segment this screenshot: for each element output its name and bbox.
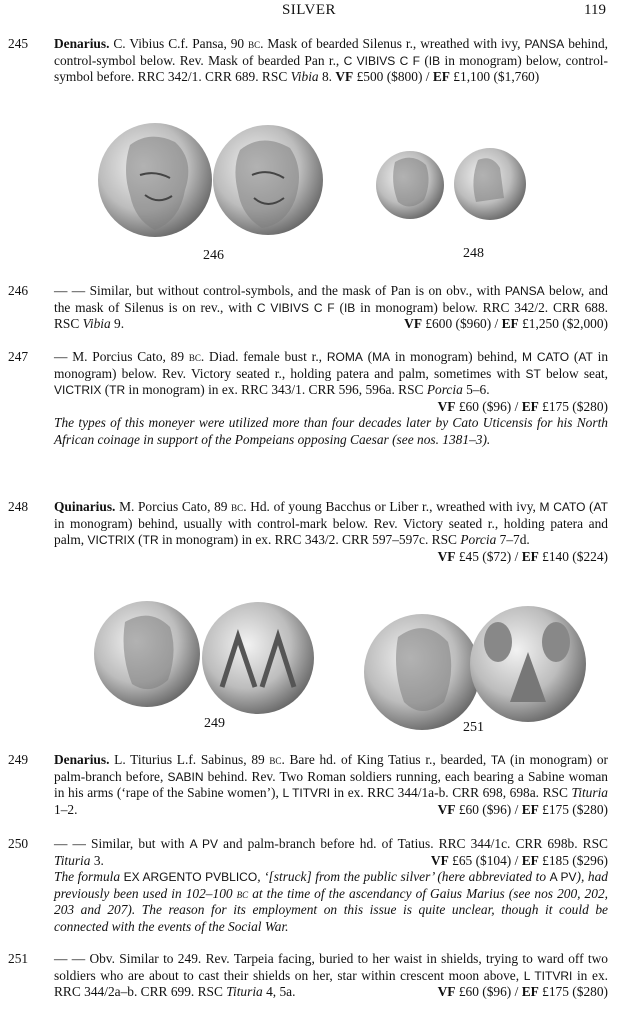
coin-248-reverse <box>454 148 526 220</box>
legend: VICTRIX <box>54 383 102 398</box>
coin-249-reverse <box>202 602 314 714</box>
entry-number: 251 <box>8 951 29 966</box>
era: bc <box>236 885 249 901</box>
grade: VF <box>437 548 456 564</box>
page-number: 119 <box>584 2 606 18</box>
legend: IB <box>428 53 441 68</box>
entry-number: 248 <box>8 499 29 514</box>
plate-caption-249: 249 <box>204 716 225 731</box>
text: — M. Porcius Cato, 89 <box>54 349 189 364</box>
catalog-entry-250 <box>8 836 608 936</box>
note-text: The formula <box>54 869 124 885</box>
price: £185 ($296) <box>538 852 608 868</box>
era: bc <box>248 36 261 51</box>
legend: SABIN <box>167 769 204 784</box>
coin-251-obverse <box>364 614 480 730</box>
text: in monogram) in ex. RRC 343/1. CRR 596, 596a. RSC <box>125 382 427 398</box>
text: below, and the mask of Silenus is on rev., with <box>54 283 608 315</box>
text: behind. Rev. Two Roman soldiers running, each bearing a Sabine woman in his arms (‘rape of the Sabine women’), <box>54 768 609 801</box>
legend: C VIBIVS C F <box>256 300 335 315</box>
entry-text <box>54 283 608 333</box>
text: and palm-branch before hd. of Tatius. RRC 344/1c. CRR 698b. RSC <box>218 836 608 851</box>
note-text: ), had previously been used in 102–100 <box>54 869 608 901</box>
catalog-entry-245 <box>8 36 608 86</box>
legend: A PV <box>549 870 577 885</box>
price: £175 ($280) <box>538 984 608 1000</box>
text: L. Titurius L.f. Sabinus, 89 <box>109 752 270 767</box>
grade: VF <box>404 316 423 332</box>
coin-249-obverse <box>94 601 200 707</box>
text: ( <box>419 52 429 68</box>
text: in monogram) below. Rev. Victory seated r., holding patera and palm, sometimes with <box>54 349 609 381</box>
valuation <box>404 316 608 333</box>
denomination: Denarius. <box>54 36 110 51</box>
price: £500 ($800) / <box>353 69 433 85</box>
legend: L TITVRI <box>282 786 331 801</box>
text: in monogram) below. RRC 342/2. CRR 688. RSC <box>54 299 609 332</box>
note-text: at the time of the ascendancy of Gaius Marius (see nos 200, 202, 203 and 207). The reason for its employment on this issue is quite unclear, though it could be connected with the events of the Social War. <box>54 885 608 934</box>
reference-name: Vibia <box>82 316 111 332</box>
text: . Bare hd. of King Tatius r., bearded, <box>281 752 491 767</box>
catalog-entry-248 <box>8 499 608 565</box>
text: ( <box>134 532 143 548</box>
text: 9. <box>110 316 125 332</box>
catalog-entry-249 <box>8 752 608 818</box>
grade: EF <box>432 69 450 85</box>
coin-251-reverse <box>470 606 586 722</box>
text: below seat, <box>540 365 608 381</box>
text: ( <box>334 299 344 315</box>
grade: VF <box>437 398 456 414</box>
text: in ex. RRC 344/2a–b. CRR 699. RSC <box>54 967 608 1000</box>
entry-text <box>54 349 608 449</box>
text: 3. <box>90 852 104 868</box>
legend: A PV <box>189 837 219 851</box>
era: bc <box>231 499 244 514</box>
text: M. Porcius Cato, 89 <box>115 499 232 514</box>
legend: TR <box>109 383 126 398</box>
grade: EF <box>521 801 539 817</box>
price: £175 ($280) <box>538 398 608 414</box>
catalog-entry-246 <box>8 283 608 333</box>
price: £1,250 ($2,000) <box>518 316 608 332</box>
reference-name: Porcia <box>460 532 497 548</box>
text: ( <box>585 499 594 514</box>
legend: IB <box>343 300 356 315</box>
coin-248-obverse <box>376 151 444 219</box>
grade: EF <box>521 548 539 564</box>
grade: VF <box>437 801 456 817</box>
catalog-entry-251 <box>8 951 608 1001</box>
grade: VF <box>437 984 456 1000</box>
price: £45 ($72) / <box>455 548 522 564</box>
entry-text <box>54 951 608 1001</box>
coin-photos-249-251 <box>0 592 618 737</box>
entry-text <box>54 836 608 936</box>
price: £1,100 ($1,760) <box>449 69 540 85</box>
legend: TA <box>490 753 506 767</box>
entry-text <box>54 499 608 565</box>
era: bc <box>188 349 201 364</box>
text: ( <box>362 349 373 364</box>
grade: EF <box>501 316 519 332</box>
denomination: Quinarius. <box>54 499 116 514</box>
legend: VICTRIX <box>87 533 135 548</box>
grade: VF <box>430 852 449 868</box>
text: 1–2. <box>54 801 78 817</box>
grade: VF <box>335 69 354 85</box>
text: in monogram) behind, <box>390 349 523 364</box>
price: £175 ($280) <box>538 801 608 817</box>
valuation <box>438 549 608 566</box>
text: ( <box>101 382 110 398</box>
legend: M CATO <box>522 350 570 364</box>
reference-name: Vibia <box>290 69 319 85</box>
legend: ST <box>525 366 541 381</box>
legend: EX ARGENTO PVBLICO <box>123 870 258 885</box>
entry-note: The types of this moneyer were utilized more than four decades later by Cato Uticensis for his North African coinage in support of the Pompeians opposing Caesar (see nos. 1381–3). <box>54 415 608 447</box>
entry-number: 246 <box>8 283 29 298</box>
text: — — Obv. Similar to 249. Rev. Tarpeia facing, buried to her waist in shields, trying to ward off two soldiers who are about to cast their shields on her, star within crescent moon above, <box>54 951 608 983</box>
text: — — Similar, but without control-symbols, and the mask of Pan is on obv., with <box>54 283 505 298</box>
text: . Hd. of young Bacchus or Liber r., wreathed with ivy, <box>243 499 540 514</box>
text: (in monogram) or palm-branch before, <box>54 752 608 784</box>
text: in monogram) in ex. RRC 343/2. CRR 597–597c. RSC <box>158 532 461 548</box>
legend: MA <box>372 350 391 364</box>
legend: PANSA <box>524 37 565 51</box>
price: £600 ($960) / <box>422 316 502 332</box>
plate-caption-248: 248 <box>463 246 484 261</box>
note-text: , ‘[struck] from the public silver’ (here abbreviated to <box>257 869 550 885</box>
text: . Diad. female bust r., <box>200 349 327 364</box>
reference-name: Tituria <box>571 785 609 801</box>
valuation <box>438 984 608 1001</box>
grade: EF <box>521 984 539 1000</box>
price: £60 ($96) / <box>455 984 522 1000</box>
reference-name: Tituria <box>54 852 91 868</box>
text: in monogram) below, control-symbol before. RRC 342/1. CRR 689. RSC <box>54 52 608 85</box>
denomination: Denarius. <box>54 752 110 767</box>
entry-text <box>54 36 608 86</box>
reference-name: Porcia <box>426 382 463 398</box>
text: in ex. RRC 344/1a-b. CRR 698, 698a. RSC <box>330 785 572 801</box>
coin-plate-1 <box>0 120 618 270</box>
entry-number: 249 <box>8 752 29 767</box>
text: — — Similar, but with <box>54 836 190 851</box>
text: behind, control-symbol below. Rev. Mask of bearded Pan r., <box>54 36 609 68</box>
legend: AT <box>593 500 608 514</box>
valuation <box>431 853 608 870</box>
coin-246-obverse <box>98 123 212 237</box>
plate-caption-246: 246 <box>203 248 224 263</box>
grade: EF <box>521 398 539 414</box>
legend: AT <box>578 350 593 364</box>
text: ( <box>569 349 579 364</box>
entry-text <box>54 752 608 818</box>
entry-number: 245 <box>8 36 29 51</box>
page-header <box>0 2 618 20</box>
entry-note <box>54 869 608 935</box>
price: £60 ($96) / <box>455 398 522 414</box>
price: £60 ($96) / <box>455 801 522 817</box>
reference-name: Tituria <box>226 984 263 1000</box>
text: 4, 5a. <box>262 984 296 1000</box>
price: £140 ($224) <box>538 548 608 564</box>
legend: ROMA <box>326 350 363 364</box>
coin-photos-246-248 <box>0 120 618 270</box>
catalog-entry-247 <box>8 349 608 449</box>
text: . Mask of bearded Silenus r., wreathed with ivy, <box>260 36 525 51</box>
valuation <box>438 399 608 416</box>
entry-number: 247 <box>8 349 29 364</box>
legend: L TITVRI <box>523 968 573 983</box>
text: in monogram) behind, usually with control-mark below. Rev. Victory seated r., holding patera and palm, <box>54 515 608 548</box>
legend: TR <box>142 533 159 548</box>
text: 5–6. <box>462 382 490 398</box>
text: 7–7d. <box>496 532 530 548</box>
legend: M CATO <box>539 500 586 514</box>
text: 8. <box>318 69 336 85</box>
grade: EF <box>521 852 539 868</box>
plate-caption-251: 251 <box>463 720 484 735</box>
running-title: SILVER <box>281 2 337 18</box>
era: bc <box>269 752 282 767</box>
legend: C VIBIVS C F <box>343 53 420 68</box>
coin-246-reverse <box>213 125 323 235</box>
coin-plate-2 <box>0 592 618 737</box>
valuation <box>438 802 608 819</box>
price: £65 ($104) / <box>448 852 522 868</box>
entry-number: 250 <box>8 836 29 851</box>
text: C. Vibius C.f. Pansa, 90 <box>109 36 249 51</box>
legend: PANSA <box>504 284 545 298</box>
